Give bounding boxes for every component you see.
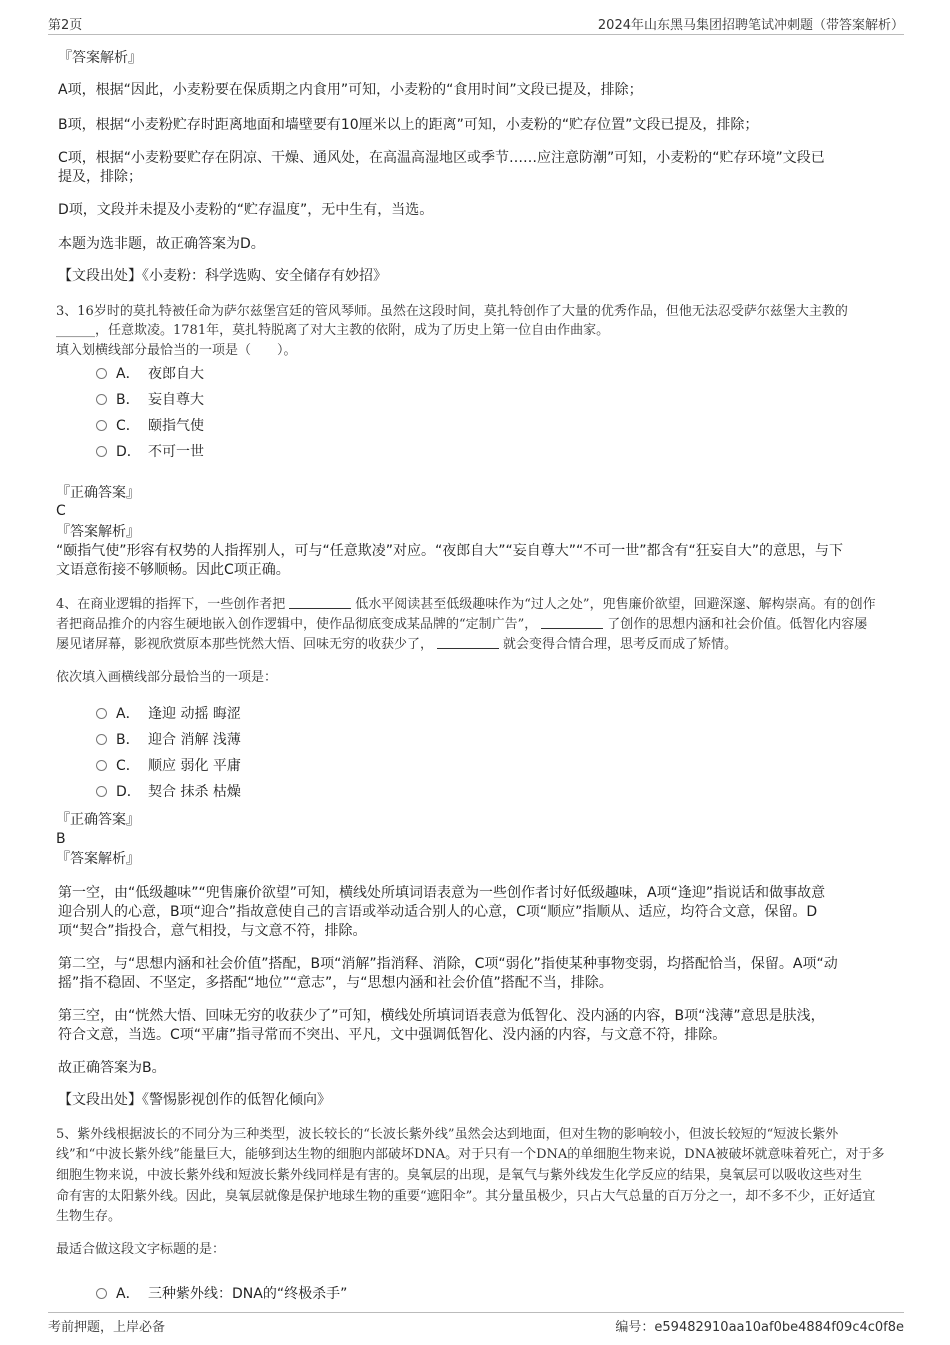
q4-conclusion: 故正确答案为B。 (58, 1060, 166, 1076)
q5-stem-line4: 命有害的太阳紫外线。因此，臭氧层就像是保护地球生物的重要“遮阳伞”。其分量虽极少，只占大气总量的百万分之一，却不多不少，正好适宜 (56, 1189, 876, 1204)
page-header (48, 14, 904, 35)
q4-analysis-p2-line1: 第二空，与“思想内涵和社会价值”搭配，B项“消解”指消释、消除，C项“弱化”指使某种事物变弱，均搭配恰当，保留。A项“动 (58, 956, 838, 972)
q2-analysis-b: B项，根据“小麦粉贮存时距离地面和墙壁要有10厘米以上的距离”可知，小麦粉的“贮存位置”文段已提及，排除； (58, 117, 759, 133)
q2-analysis-a: A项，根据“因此，小麦粉要在保质期之内食用”可知，小麦粉的“食用时间”文段已提及，排除； (58, 82, 643, 98)
page-number: 第2页 (48, 18, 83, 33)
radio-icon[interactable] (96, 760, 107, 771)
q4-analysis-label: 『答案解析』 (56, 851, 140, 867)
q5-stem-line3: 细胞生物来说，中波长紫外线和短波长紫外线同样是有害的。臭氧层的出现，是氧气与紫外线发生化学反应的结果，臭氧层可以吸收这些对生 (56, 1168, 863, 1183)
q2-conclusion: 本题为选非题，故正确答案为D。 (58, 236, 265, 252)
page-footer (48, 1312, 904, 1337)
q3-prompt: 填入划横线部分最恰当的一项是（ ）。 (56, 343, 297, 358)
q3-option-a[interactable]: A． 夜郎自大 (96, 364, 204, 384)
q3-stem-line2: ______，任意欺凌。1781年，莫扎特脱离了对大主教的依附，成为了历史上第一位自由作曲家。 (56, 323, 610, 338)
q4-analysis-p3-line1: 第三空，由“恍然大悟、回味无穷的收获少了”可知，横线处所填词语表意为低智化、没内涵的内容，B项“浅薄”意思是肤浅， (58, 1008, 825, 1024)
radio-icon[interactable] (96, 446, 107, 457)
q3-analysis-line2: 文语意衔接不够顺畅。因此C项正确。 (56, 562, 290, 578)
q2-source: 【文段出处】《小麦粉：科学选购、安全储存有妙招》 (58, 268, 387, 284)
q4-prompt: 依次填入画横线部分最恰当的一项是： (56, 670, 278, 685)
q3-option-c[interactable]: C． 颐指气使 (96, 416, 204, 436)
radio-icon[interactable] (96, 708, 107, 719)
q3-option-d[interactable]: D． 不可一世 (96, 442, 204, 462)
q3-answer: C (56, 503, 66, 519)
q2-analysis-label: 『答案解析』 (58, 50, 142, 66)
q3-analysis-line1: “颐指气使”形容有权势的人指挥别人，可与“任意欺凌”对应。“夜郎自大”“妄自尊大”“不可一世”都含有“狂妄自大”的意思，与下 (56, 543, 844, 559)
q4-stem-line2: 者把商品推介的内容生硬地嵌入创作逻辑中，使作品彻底变成某品牌的“定制广告”， 了创作的思想内涵和社会价值。低智化内容屡 (56, 617, 868, 632)
q4-analysis-p2-line2: 摇”指不稳固、不坚定，多搭配“地位”“意志”，与“思想内涵和社会价值”搭配不当，排除。 (58, 975, 613, 991)
q4-stem-line3: 屡见诸屏幕，影视欣赏原本那些恍然大悟、回味无穷的收获少了， 就会变得合情合理，思考反而成了矫情。 (56, 637, 738, 652)
q4-option-a[interactable]: A． 逢迎 动摇 晦涩 (96, 704, 241, 724)
q4-answer-label: 『正确答案』 (56, 812, 140, 828)
fill-blank (437, 636, 499, 649)
fill-blank (541, 616, 603, 629)
footer-slogan: 考前押题，上岸必备 (48, 1320, 166, 1335)
document-title: 2024年山东黑马集团招聘笔试冲刺题（带答案解析） (597, 18, 904, 33)
q4-analysis-p1-line2: 迎合别人的心意，B项“迎合”指故意使自己的言语或举动适合别人的心意，C项“顺应”指顺从、适应，均符合文意，保留。D (58, 904, 818, 920)
q4-option-d[interactable]: D． 契合 抹杀 枯燥 (96, 782, 241, 802)
q4-option-c[interactable]: C． 顺应 弱化 平庸 (96, 756, 241, 776)
q4-option-b[interactable]: B． 迎合 消解 浅薄 (96, 730, 241, 750)
q5-stem-line1: 5、紫外线根据波长的不同分为三种类型，波长较长的“长波长紫外线”虽然会达到地面，但对生物的影响较小，但波长较短的“短波长紫外 (56, 1127, 839, 1142)
q5-stem-line5: 生物生存。 (56, 1209, 122, 1224)
q3-analysis-label: 『答案解析』 (56, 524, 140, 540)
q2-analysis-d: D项，文段并未提及小麦粉的“贮存温度”，无中生有，当选。 (58, 202, 434, 218)
q4-analysis-p3-line2: 符合文意，当选。C项“平庸”指寻常而不突出、平凡，文中强调低智化、没内涵的内容，与文意不符，排除。 (58, 1027, 727, 1043)
q2-analysis-c-line2: 提及，排除； (58, 169, 142, 185)
q4-answer: B (56, 831, 66, 847)
q3-stem-line1: 3、16岁时的莫扎特被任命为萨尔兹堡宫廷的管风琴师。虽然在这段时间，莫扎特创作了大量的优秀作品，但他无法忍受萨尔兹堡大主教的 (56, 304, 848, 319)
q5-option-a[interactable]: A． 三种紫外线：DNA的“终极杀手” (96, 1284, 347, 1304)
q4-analysis-p1-line3: 项“契合”指投合，意气相投，与文意不符，排除。 (58, 923, 367, 939)
q4-analysis-p1-line1: 第一空，由“低级趣味”“兜售廉价欲望”可知，横线处所填词语表意为一些创作者讨好低级趣味，A项“逢迎”指说话和做事故意 (58, 885, 826, 901)
radio-icon[interactable] (96, 786, 107, 797)
q5-stem-line2: 线”和“中波长紫外线”能量巨大，能够到达生物的细胞内部破坏DNA。对于只有一个DNA的单细胞生物来说，DNA被破坏就意味着死亡，对于多 (56, 1147, 885, 1162)
q3-option-b[interactable]: B． 妄自尊大 (96, 390, 204, 410)
document-id: 编号：e59482910aa10af0be4884f09c4c0f8e (615, 1320, 904, 1335)
q2-analysis-c-line1: C项，根据“小麦粉要贮存在阴凉、干燥、通风处，在高温高湿地区或季节……应注意防潮”可知，小麦粉的“贮存环境”文段已 (58, 150, 825, 166)
radio-icon[interactable] (96, 1288, 107, 1299)
radio-icon[interactable] (96, 734, 107, 745)
radio-icon[interactable] (96, 394, 107, 405)
radio-icon[interactable] (96, 368, 107, 379)
q4-stem-line1: 4、在商业逻辑的指挥下，一些创作者把 低水平阅读甚至低级趣味作为“过人之处”，兜售廉价欲望，回避深邃、解构崇高。有的创作 (56, 597, 876, 612)
q3-answer-label: 『正确答案』 (56, 485, 140, 501)
q4-source: 【文段出处】《警惕影视创作的低智化倾向》 (58, 1092, 331, 1108)
fill-blank (289, 596, 351, 609)
radio-icon[interactable] (96, 420, 107, 431)
q5-prompt: 最适合做这段文字标题的是： (56, 1242, 226, 1257)
